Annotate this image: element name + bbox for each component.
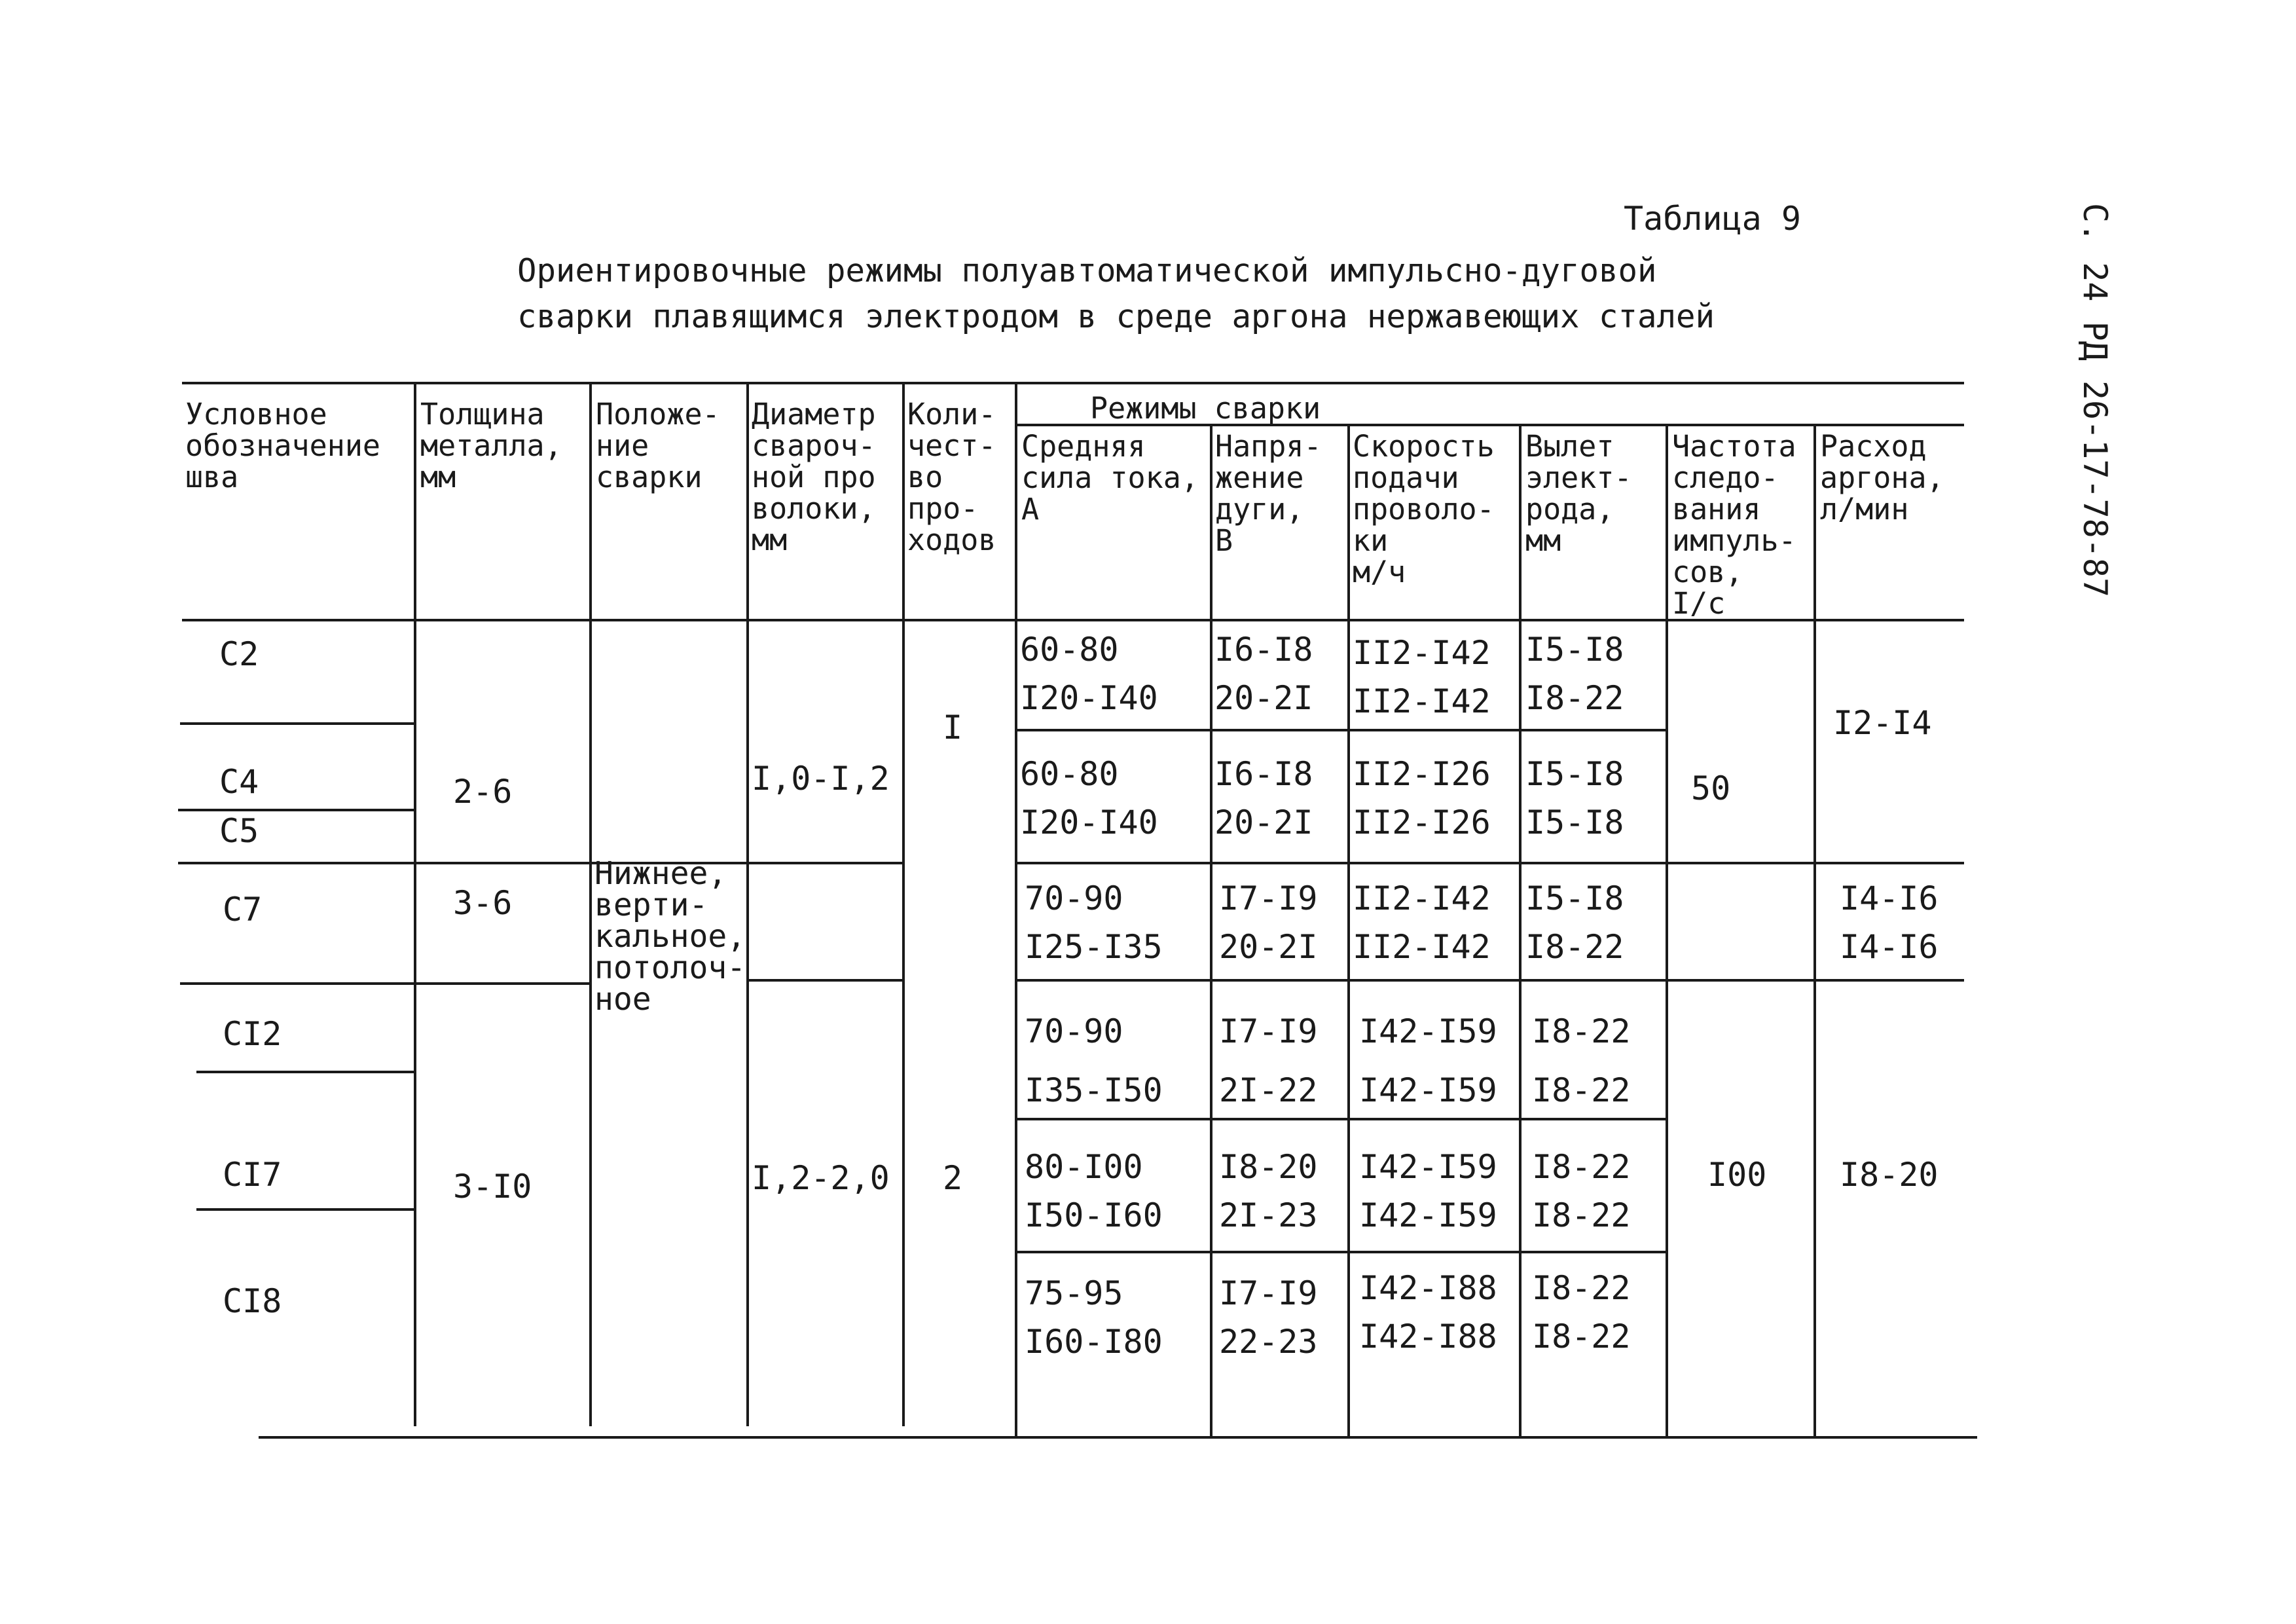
seam-rule <box>178 809 414 811</box>
mode-voltage: I8-20 2I-23 <box>1219 1148 1318 1234</box>
group-rule <box>178 862 902 864</box>
mode-stickout: I5-I8 I5-I8 <box>1525 755 1624 841</box>
seam-rule <box>196 1071 414 1073</box>
mode-wire-speed: II2-I26 II2-I26 <box>1353 755 1491 841</box>
header-welding-modes: Режимы сварки <box>1090 391 1321 426</box>
wire-diameter-value: I,2-2,0 <box>752 1159 890 1197</box>
table-title-line-1: Ориентировочные режимы полуавтоматической импульсно-дуговой <box>517 252 1657 289</box>
group-rule <box>1015 979 1964 982</box>
header-electrode-stickout: Вылет элект- рода, мм <box>1525 429 1632 558</box>
header-seam-designation: Условное обозначение шва <box>185 397 381 494</box>
mode-wire-speed: I42-I59 I42-I59 <box>1359 1148 1497 1234</box>
mode-current: 80-I00 I50-I60 <box>1025 1148 1163 1234</box>
mode-voltage: I7-I9 20-2I <box>1219 879 1318 966</box>
mode-stickout: I5-I8 I8-22 <box>1525 879 1624 966</box>
table-top-rule <box>182 382 1964 384</box>
seam-label: С2 <box>219 635 259 673</box>
column-rule <box>414 382 416 1426</box>
mode-rule <box>1015 729 1666 731</box>
mode-current: 75-95 I60-I80 <box>1025 1274 1163 1361</box>
mode-stickout: I8-22 I8-22 <box>1532 1148 1631 1234</box>
mode-stickout: I8-22 I8-22 <box>1532 1269 1631 1356</box>
column-rule <box>1015 382 1017 1436</box>
mode-voltage: I6-I8 20-2I <box>1214 631 1313 717</box>
group-rule <box>1015 862 1964 864</box>
seam-label: С7 <box>223 891 263 929</box>
mode-wire-speed: II2-I42 II2-I42 <box>1353 879 1491 966</box>
table-bottom-rule <box>259 1436 1977 1439</box>
welding-position-value: Нижнее, верти- кальное, потолоч- ное <box>594 855 746 1018</box>
table-title-line-2: сварки плавящимся электродом в среде аргона нержавеющих сталей <box>517 298 1715 335</box>
header-pulse-frequency: Частота следо- вания импуль- сов, I/с <box>1672 429 1796 621</box>
mode-current: 60-80 I20-I40 <box>1020 631 1158 717</box>
column-rule <box>1347 424 1350 1436</box>
thickness-value: 2-6 <box>453 773 513 811</box>
column-rule <box>589 382 592 1426</box>
header-wire-diameter: Диаметр свароч- ной про волоки, мм <box>752 397 876 557</box>
passes-value: I <box>943 709 963 747</box>
argon-value: I8-20 <box>1840 1156 1939 1194</box>
seam-rule <box>180 722 414 725</box>
mode-stickout: I8-22 I8-22 <box>1532 1012 1631 1109</box>
wire-diameter-value: I,0-I,2 <box>752 760 890 798</box>
thickness-value: 3-6 <box>453 884 513 922</box>
header-arc-voltage: Напря- жение дуги, В <box>1215 429 1322 558</box>
diameter-rule <box>746 979 902 982</box>
header-passes-count: Коли- чест- во про- ходов <box>907 397 996 557</box>
argon-value: I2-I4 <box>1833 704 1932 742</box>
header-welding-position: Положе- ние сварки <box>596 397 720 494</box>
mode-stickout: I5-I8 I8-22 <box>1525 631 1624 717</box>
passes-value: 2 <box>943 1159 963 1197</box>
mode-voltage: I7-I9 22-23 <box>1219 1274 1318 1361</box>
column-rule <box>746 382 749 1426</box>
seam-label: СI2 <box>223 1015 282 1053</box>
seam-label: С4 <box>219 763 259 801</box>
frequency-value: I00 <box>1707 1156 1767 1194</box>
argon-value: I4-I6 I4-I6 <box>1840 879 1939 966</box>
position-rule <box>180 982 589 985</box>
seam-rule <box>196 1208 414 1211</box>
column-rule <box>902 382 905 1426</box>
mode-voltage: I7-I9 2I-22 <box>1219 1012 1318 1109</box>
table-label: Таблица 9 <box>1624 200 1801 238</box>
mode-voltage: I6-I8 20-2I <box>1214 755 1313 841</box>
column-rule <box>1519 424 1522 1436</box>
mode-wire-speed: I42-I88 I42-I88 <box>1359 1269 1497 1356</box>
header-argon-flow: Расход аргона, л/мин <box>1820 429 1944 526</box>
column-rule <box>1210 424 1212 1436</box>
page-code: С. 24 РД 26-17-78-87 <box>2076 203 2114 598</box>
header-metal-thickness: Толщина металла, мм <box>420 397 562 494</box>
column-rule <box>1666 424 1668 1436</box>
mode-current: 70-90 I25-I35 <box>1025 879 1163 966</box>
frequency-value: 50 <box>1691 769 1731 807</box>
mode-rule <box>1015 1251 1666 1253</box>
seam-label: СI8 <box>223 1282 282 1320</box>
column-rule <box>1813 424 1816 1436</box>
mode-current: 60-80 I20-I40 <box>1020 755 1158 841</box>
mode-wire-speed: II2-I42 II2-I42 <box>1353 634 1491 720</box>
mode-current: 70-90 I35-I50 <box>1025 1012 1163 1109</box>
seam-label: С5 <box>219 812 259 850</box>
mode-wire-speed: I42-I59 I42-I59 <box>1359 1012 1497 1109</box>
thickness-value: 3-I0 <box>453 1168 532 1206</box>
header-avg-current: Средняя сила тока, А <box>1021 429 1199 526</box>
seam-label: СI7 <box>223 1156 282 1194</box>
header-wire-feed-speed: Скорость подачи проволо- ки м/ч <box>1353 429 1495 589</box>
